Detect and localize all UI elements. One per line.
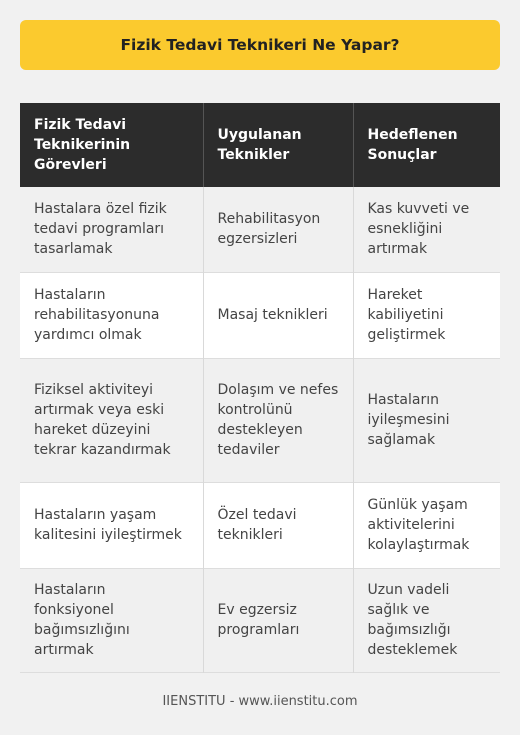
info-table <box>20 103 500 673</box>
table-cell: Kas kuvveti ve esnekliğini artırmak <box>353 187 500 272</box>
table-cell: Uzun vadeli sağlık ve bağımsızlığı desteklemek <box>353 568 500 672</box>
table-row <box>20 482 500 568</box>
page-title: Fizik Tedavi Teknikeri Ne Yapar? <box>120 36 400 54</box>
table-cell: Fiziksel aktiviteyi artırmak veya eski hareket düzeyini tekrar kazandırmak <box>20 358 203 482</box>
table-row <box>20 568 500 672</box>
table-cell: Hastaların rehabilitasyonuna yardımcı olmak <box>20 272 203 358</box>
table-cell: Hastaların yaşam kalitesini iyileştirmek <box>20 482 203 568</box>
table-header-row <box>20 103 500 187</box>
table-row <box>20 187 500 272</box>
column-header-techniques: Uygulanan Teknikler <box>203 103 353 187</box>
table-cell: Günlük yaşam aktivitelerini kolaylaştırmak <box>353 482 500 568</box>
table-cell: Dolaşım ve nefes kontrolünü destekleyen tedaviler <box>203 358 353 482</box>
table-cell: Rehabilitasyon egzersizleri <box>203 187 353 272</box>
column-header-duties: Fizik Tedavi Teknikerinin Görevleri <box>20 103 203 187</box>
footer-credit: IIENSTITU - www.iienstitu.com <box>162 694 358 709</box>
table-row <box>20 358 500 482</box>
table-cell: Özel tedavi teknikleri <box>203 482 353 568</box>
table-cell: Hareket kabiliyetini geliştirmek <box>353 272 500 358</box>
table-row <box>20 272 500 358</box>
table-cell: Hastaların fonksiyonel bağımsızlığını artırmak <box>20 568 203 672</box>
table-cell: Hastaların iyileşmesini sağlamak <box>353 358 500 482</box>
title-banner <box>20 20 500 70</box>
table-cell: Masaj teknikleri <box>203 272 353 358</box>
column-header-outcomes: Hedeflenen Sonuçlar <box>353 103 500 187</box>
table-cell: Hastalara özel fizik tedavi programları tasarlamak <box>20 187 203 272</box>
table-cell: Ev egzersiz programları <box>203 568 353 672</box>
